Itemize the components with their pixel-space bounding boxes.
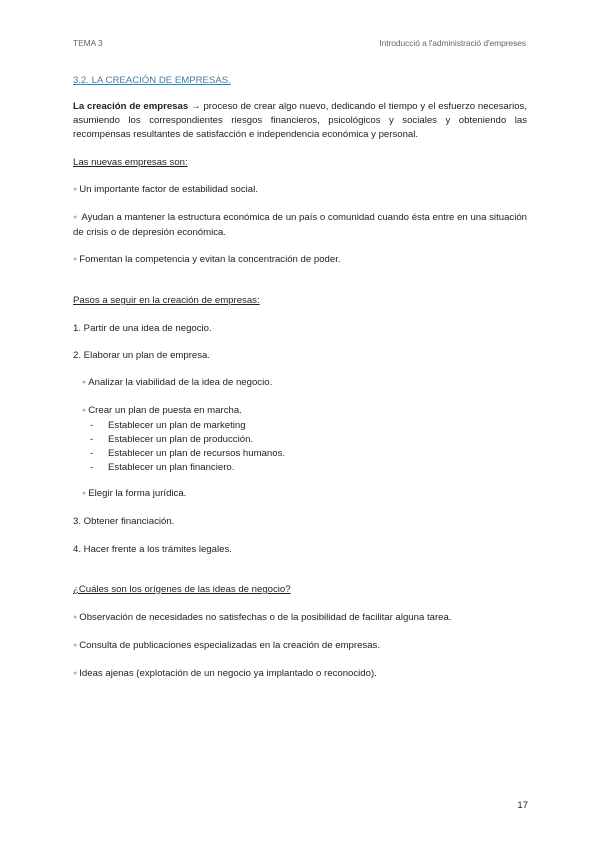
intro-paragraph (73, 100, 527, 142)
intro-definition: → proceso de crear algo nuevo, dedicando el tiempo y el esfuerzo necesarios, asumiendo los correspondientes riesgos financieros, psicológicos y sociales y obteniendo las recompensas resultantes de satisfacción e independencia económica y personal. (73, 101, 527, 140)
new-companies-item: ● Fomentan la competencia y evitan la concentración de poder. (73, 253, 527, 268)
plans-list (73, 419, 527, 475)
origins-heading: ¿Cuáles son los orígenes de las ideas de negocio? (73, 584, 291, 595)
plan-item: - Establecer un plan de producción. (73, 433, 527, 447)
step-2-sub-analyze: ● Analizar la viabilidad de la idea de negocio. (73, 376, 527, 391)
plan-item: - Establecer un plan financiero. (73, 461, 527, 475)
new-companies-item: ● Ayudan a mantener la estructura económica de un país o comunidad cuando ésta entre en una situación de crisis o de depresión económica. (73, 211, 527, 240)
page-number: 17 (517, 800, 528, 811)
step-2: 2. Elaborar un plan de empresa. (73, 350, 211, 361)
header-course: Introducció a l'administració d'empreses (379, 38, 526, 48)
new-companies-heading: Las nuevas empresas son: (73, 157, 188, 168)
new-companies-item: ● Un importante factor de estabilidad social. (73, 183, 527, 198)
step-4: 4. Hacer frente a los trámites legales. (73, 544, 232, 555)
intro-term: La creación de empresas (73, 101, 189, 112)
step-2-sub-legal-form: ● Elegir la forma jurídica. (73, 487, 527, 502)
step-1: 1. Partir de una idea de negocio. (73, 323, 212, 334)
origins-item: ● Consulta de publicaciones especializadas en la creación de empresas. (73, 639, 527, 654)
plan-item: - Establecer un plan de recursos humanos. (73, 447, 527, 461)
step-3: 3. Obtener financiación. (73, 516, 175, 527)
origins-item: ● Observación de necesidades no satisfechas o de la posibilidad de facilitar alguna tarea. (73, 611, 527, 626)
section-title: 3.2. LA CREACIÓN DE EMPRESAS. (73, 75, 231, 86)
plan-item: - Establecer un plan de marketing (73, 419, 527, 433)
step-2-sub-create-plan: ● Crear un plan de puesta en marcha. (73, 404, 527, 419)
origins-item: ● Ideas ajenas (explotación de un negocio ya implantado o reconocido). (73, 667, 527, 682)
header-topic: TEMA 3 (73, 38, 103, 48)
steps-heading: Pasos a seguir en la creación de empresas: (73, 295, 260, 306)
page-content (73, 74, 527, 682)
